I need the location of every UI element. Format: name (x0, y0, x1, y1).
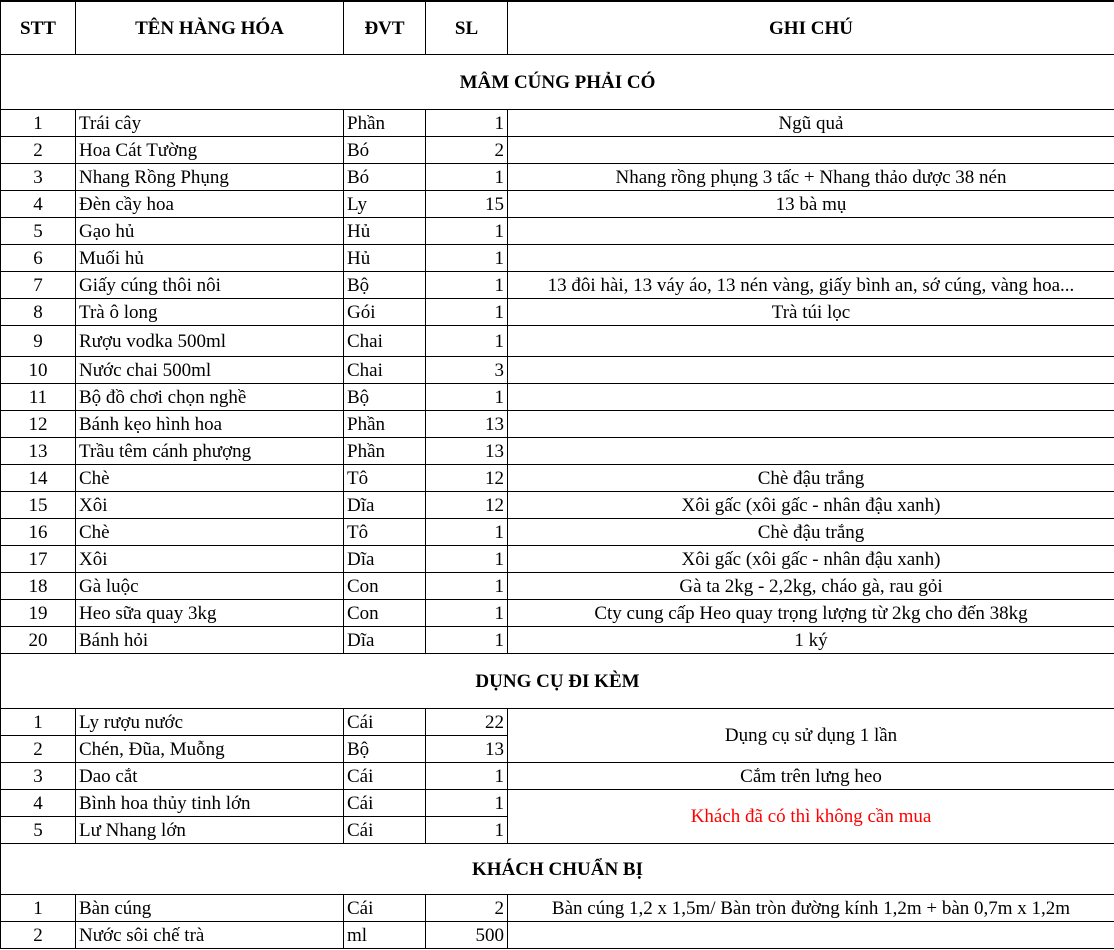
cell-name: Nước chai 500ml (76, 357, 344, 384)
cell-unit: Con (344, 600, 426, 627)
table-row (1, 357, 1114, 384)
cell-unit: ml (344, 922, 426, 949)
cell-note (508, 922, 1114, 949)
cell-stt: 17 (1, 546, 76, 573)
table-row (1, 546, 1114, 573)
table-row (1, 600, 1114, 627)
cell-qty: 1 (426, 790, 508, 817)
cell-name: Bình hoa thủy tinh lớn (76, 790, 344, 817)
cell-note (508, 384, 1114, 411)
section-title-customer: KHÁCH CHUẨN BỊ (1, 844, 1114, 895)
cell-stt: 4 (1, 191, 76, 218)
cell-qty: 2 (426, 895, 508, 922)
cell-stt: 3 (1, 164, 76, 191)
cell-stt: 13 (1, 438, 76, 465)
table-row (1, 465, 1114, 492)
cell-qty: 1 (426, 326, 508, 357)
cell-qty: 12 (426, 492, 508, 519)
cell-unit: Cái (344, 709, 426, 736)
cell-unit: Hủ (344, 218, 426, 245)
cell-qty: 13 (426, 411, 508, 438)
table-row (1, 272, 1114, 299)
table-row (1, 326, 1114, 357)
cell-unit: Tô (344, 465, 426, 492)
cell-name: Trái cây (76, 110, 344, 137)
cell-unit: Bó (344, 137, 426, 164)
cell-note: Cty cung cấp Heo quay trọng lượng từ 2kg cho đến 38kg (508, 600, 1114, 627)
cell-note: Cắm trên lưng heo (508, 763, 1114, 790)
cell-unit: Cái (344, 790, 426, 817)
cell-unit: Chai (344, 357, 426, 384)
table-row (1, 245, 1114, 272)
cell-name: Bộ đồ chơi chọn nghề (76, 384, 344, 411)
cell-note (508, 357, 1114, 384)
cell-name: Trà ô long (76, 299, 344, 326)
cell-qty: 1 (426, 573, 508, 600)
cell-qty: 1 (426, 817, 508, 844)
cell-note (508, 137, 1114, 164)
cell-qty: 22 (426, 709, 508, 736)
cell-qty: 1 (426, 164, 508, 191)
section-row-customer (1, 844, 1114, 895)
header-unit: ĐVT (344, 1, 426, 55)
cell-stt: 1 (1, 709, 76, 736)
cell-unit: Cái (344, 763, 426, 790)
table-row (1, 218, 1114, 245)
cell-name: Trầu têm cánh phượng (76, 438, 344, 465)
cell-stt: 1 (1, 110, 76, 137)
cell-stt: 15 (1, 492, 76, 519)
cell-stt: 4 (1, 790, 76, 817)
cell-qty: 1 (426, 218, 508, 245)
table-row (1, 137, 1114, 164)
cell-name: Chè (76, 465, 344, 492)
cell-name: Lư Nhang lớn (76, 817, 344, 844)
cell-stt: 18 (1, 573, 76, 600)
cell-qty: 1 (426, 763, 508, 790)
cell-qty: 13 (426, 438, 508, 465)
cell-unit: Dĩa (344, 546, 426, 573)
cell-unit: Chai (344, 326, 426, 357)
cell-stt: 6 (1, 245, 76, 272)
cell-qty: 1 (426, 272, 508, 299)
cell-qty: 1 (426, 627, 508, 654)
table-row (1, 627, 1114, 654)
cell-name: Nhang Rồng Phụng (76, 164, 344, 191)
cell-qty: 1 (426, 384, 508, 411)
cell-stt: 5 (1, 817, 76, 844)
cell-note-merged: Dụng cụ sử dụng 1 lần (508, 709, 1114, 763)
cell-stt: 1 (1, 895, 76, 922)
cell-unit: Bộ (344, 736, 426, 763)
cell-note: Chè đậu trắng (508, 519, 1114, 546)
cell-stt: 3 (1, 763, 76, 790)
cell-unit: Dĩa (344, 492, 426, 519)
table-row (1, 922, 1114, 949)
cell-unit: Gói (344, 299, 426, 326)
cell-qty: 3 (426, 357, 508, 384)
table-row (1, 384, 1114, 411)
cell-stt: 9 (1, 326, 76, 357)
cell-stt: 5 (1, 218, 76, 245)
cell-qty: 1 (426, 600, 508, 627)
cell-note (508, 326, 1114, 357)
cell-note: 1 ký (508, 627, 1114, 654)
table-row (1, 709, 1114, 736)
cell-name: Gạo hủ (76, 218, 344, 245)
cell-name: Chè (76, 519, 344, 546)
cell-stt: 7 (1, 272, 76, 299)
cell-name: Bánh kẹo hình hoa (76, 411, 344, 438)
cell-unit: Ly (344, 191, 426, 218)
cell-name: Xôi (76, 546, 344, 573)
cell-unit: Bộ (344, 272, 426, 299)
cell-name: Heo sữa quay 3kg (76, 600, 344, 627)
cell-qty: 500 (426, 922, 508, 949)
cell-name: Dao cắt (76, 763, 344, 790)
cell-name: Đèn cầy hoa (76, 191, 344, 218)
cell-note (508, 438, 1114, 465)
cell-stt: 16 (1, 519, 76, 546)
cell-note: 13 bà mụ (508, 191, 1114, 218)
table-row (1, 299, 1114, 326)
cell-stt: 19 (1, 600, 76, 627)
cell-name: Giấy cúng thôi nôi (76, 272, 344, 299)
table-row (1, 411, 1114, 438)
cell-note: 13 đôi hài, 13 váy áo, 13 nén vàng, giấy bình an, sớ cúng, vàng hoa... (508, 272, 1114, 299)
cell-note (508, 218, 1114, 245)
cell-unit: Phần (344, 411, 426, 438)
section-row-offerings (1, 55, 1114, 110)
cell-unit: Phần (344, 110, 426, 137)
cell-qty: 1 (426, 245, 508, 272)
cell-unit: Cái (344, 895, 426, 922)
cell-name: Chén, Đũa, Muỗng (76, 736, 344, 763)
cell-unit: Tô (344, 519, 426, 546)
cell-unit: Phần (344, 438, 426, 465)
section-title-offerings: MÂM CÚNG PHẢI CÓ (1, 55, 1114, 110)
header-stt: STT (1, 1, 76, 55)
cell-stt: 11 (1, 384, 76, 411)
header-qty: SL (426, 1, 508, 55)
cell-note: Xôi gấc (xôi gấc - nhân đậu xanh) (508, 492, 1114, 519)
header-row (1, 1, 1114, 55)
cell-name: Bánh hỏi (76, 627, 344, 654)
header-name: TÊN HÀNG HÓA (76, 1, 344, 55)
cell-name: Muối hủ (76, 245, 344, 272)
cell-name: Bàn cúng (76, 895, 344, 922)
cell-note: Nhang rồng phụng 3 tấc + Nhang thảo dược 38 nén (508, 164, 1114, 191)
cell-note: Gà ta 2kg - 2,2kg, cháo gà, rau gỏi (508, 573, 1114, 600)
cell-qty: 2 (426, 137, 508, 164)
table-row (1, 110, 1114, 137)
table-row (1, 191, 1114, 218)
cell-stt: 2 (1, 922, 76, 949)
cell-stt: 12 (1, 411, 76, 438)
cell-unit: Bó (344, 164, 426, 191)
cell-stt: 14 (1, 465, 76, 492)
cell-note: Chè đậu trắng (508, 465, 1114, 492)
table-row (1, 492, 1114, 519)
table-row (1, 763, 1114, 790)
cell-note (508, 245, 1114, 272)
cell-unit: Cái (344, 817, 426, 844)
cell-stt: 8 (1, 299, 76, 326)
cell-note (508, 411, 1114, 438)
cell-name: Gà luộc (76, 573, 344, 600)
cell-stt: 10 (1, 357, 76, 384)
section-title-tools: DỤNG CỤ ĐI KÈM (1, 654, 1114, 709)
cell-qty: 1 (426, 546, 508, 573)
table-row (1, 519, 1114, 546)
cell-qty: 13 (426, 736, 508, 763)
cell-qty: 1 (426, 299, 508, 326)
cell-note: Trà túi lọc (508, 299, 1114, 326)
cell-stt: 2 (1, 137, 76, 164)
table-row (1, 164, 1114, 191)
cell-name: Ly rượu nước (76, 709, 344, 736)
cell-unit: Con (344, 573, 426, 600)
cell-name: Nước sôi chế trà (76, 922, 344, 949)
cell-qty: 1 (426, 110, 508, 137)
table-row (1, 573, 1114, 600)
table-row (1, 790, 1114, 817)
cell-stt: 2 (1, 736, 76, 763)
cell-note: Bàn cúng 1,2 x 1,5m/ Bàn tròn đường kính 1,2m + bàn 0,7m x 1,2m (508, 895, 1114, 922)
section-row-tools (1, 654, 1114, 709)
cell-unit: Hủ (344, 245, 426, 272)
cell-unit: Bộ (344, 384, 426, 411)
header-note: GHI CHÚ (508, 1, 1114, 55)
cell-qty: 12 (426, 465, 508, 492)
cell-name: Rượu vodka 500ml (76, 326, 344, 357)
cell-qty: 1 (426, 519, 508, 546)
cell-note: Ngũ quả (508, 110, 1114, 137)
cell-qty: 15 (426, 191, 508, 218)
cell-unit: Dĩa (344, 627, 426, 654)
cell-name: Xôi (76, 492, 344, 519)
cell-name: Hoa Cát Tường (76, 137, 344, 164)
cell-note-merged-red: Khách đã có thì không cần mua (508, 790, 1114, 844)
cell-stt: 20 (1, 627, 76, 654)
cell-note: Xôi gấc (xôi gấc - nhân đậu xanh) (508, 546, 1114, 573)
table-row (1, 895, 1114, 922)
table-row (1, 438, 1114, 465)
